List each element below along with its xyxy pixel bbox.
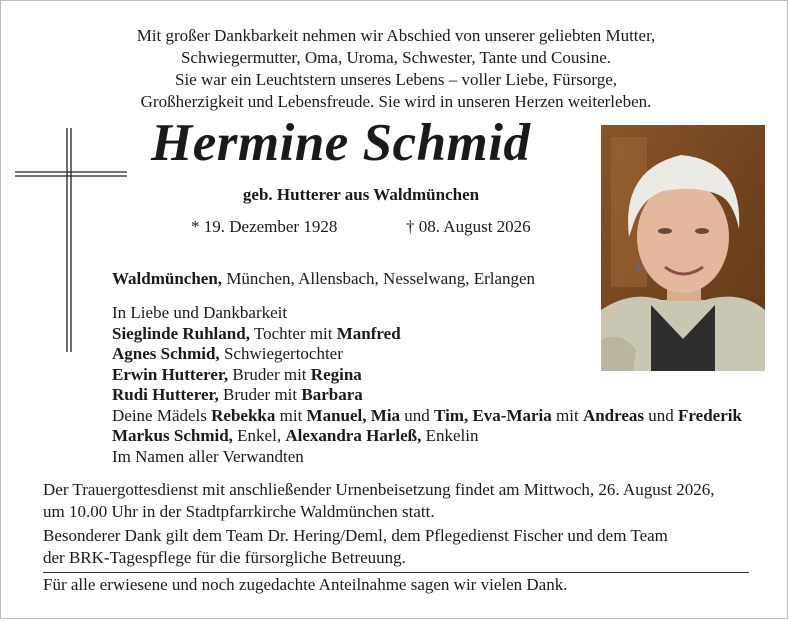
survivor-name: Markus Schmid, bbox=[112, 426, 233, 445]
survivor-relation: Deine Mädels bbox=[112, 405, 212, 425]
death-date: † 08. August 2026 bbox=[406, 217, 531, 236]
final-line: Für alle erwiesene und noch zugedachte Anteilnahme sagen wir vielen Dank. bbox=[43, 575, 568, 594]
survivor-name: Andreas bbox=[582, 405, 645, 425]
service-line: um 10.00 Uhr in der Stadtpfarrkirche Waldmünchen statt. bbox=[43, 502, 435, 521]
places-line bbox=[112, 269, 535, 289]
place-others: München, Allensbach, Nesselwang, Erlangen bbox=[222, 269, 536, 288]
survivor-name: Frederik bbox=[678, 405, 742, 425]
survivor-name: Regina bbox=[310, 364, 362, 384]
survivor-line bbox=[112, 324, 742, 345]
intro-text bbox=[91, 25, 701, 113]
survivor-name: Sieglinde Ruhland, bbox=[112, 323, 250, 343]
survivor-relation: Bruder mit bbox=[218, 385, 302, 404]
service-line: Der Trauergottesdienst mit anschließender Urnenbeisetzung findet am Mittwoch, 26. August 2026, bbox=[43, 480, 715, 499]
survivor-relation: Tochter mit bbox=[249, 323, 337, 343]
survivor-relation: Schwiegertochter bbox=[219, 344, 343, 363]
divider bbox=[43, 572, 749, 573]
thanks-line: Besonderer Dank gilt dem Team Dr. Hering/Deml, dem Pflegedienst Fischer und dem Team bbox=[43, 526, 668, 545]
birth-date: * 19. Dezember 1928 bbox=[191, 217, 338, 236]
survivor-relation: mit bbox=[275, 405, 307, 425]
intro-line: Großherzigkeit und Lebensfreude. Sie wird in unseren Herzen weiterleben. bbox=[140, 92, 652, 111]
survivor-line bbox=[112, 406, 742, 427]
survivor-line bbox=[112, 365, 742, 386]
thanks-line: der BRK-Tagespflege für die fürsorgliche Betreuung. bbox=[43, 548, 406, 567]
intro-line: Schwiegermutter, Oma, Uroma, Schwester, Tante und Cousine. bbox=[180, 48, 612, 67]
survivors-intro: In Liebe und Dankbarkeit bbox=[112, 303, 288, 322]
intro-line: Sie war ein Leuchtstern unseres Lebens – voller Liebe, Fürsorge, bbox=[174, 70, 618, 89]
survivor-line bbox=[112, 385, 742, 406]
survivor-relation: Enkel, bbox=[232, 426, 286, 445]
survivor-name: Barbara bbox=[301, 385, 363, 404]
place-main: Waldmünchen, bbox=[112, 269, 223, 288]
survivor-relation: mit bbox=[551, 405, 583, 425]
survivor-relation: Bruder mit bbox=[228, 364, 311, 384]
survivors-closing: Im Namen aller Verwandten bbox=[112, 446, 304, 466]
survivor-line bbox=[112, 344, 742, 365]
survivor-line bbox=[112, 426, 742, 447]
survivor-name: Rebekka bbox=[211, 405, 276, 425]
survivors-list bbox=[112, 303, 742, 467]
survivor-relation: und bbox=[400, 405, 435, 425]
survivor-relation: und bbox=[644, 405, 679, 425]
survivor-name: Alexandra Harleß, bbox=[285, 426, 422, 445]
service-info bbox=[43, 479, 715, 523]
survivor-name: Manfred bbox=[336, 323, 401, 343]
deceased-name: Hermine Schmid bbox=[151, 114, 531, 172]
survivor-relation: Enkelin bbox=[421, 426, 479, 445]
cross-icon bbox=[15, 128, 127, 352]
survivor-name: Agnes Schmid, bbox=[112, 344, 220, 363]
survivor-name: Rudi Hutterer, bbox=[112, 385, 219, 404]
maiden-name: geb. Hutterer aus Waldmünchen bbox=[242, 185, 480, 204]
survivor-name: Tim, Eva-Maria bbox=[434, 405, 552, 425]
thanks-info bbox=[43, 525, 668, 569]
survivor-name: Manuel, Mia bbox=[306, 405, 401, 425]
survivor-name: Erwin Hutterer, bbox=[112, 364, 229, 384]
intro-line: Mit großer Dankbarkeit nehmen wir Abschied von unserer geliebten Mutter, bbox=[136, 26, 656, 45]
final-thanks bbox=[43, 574, 567, 596]
